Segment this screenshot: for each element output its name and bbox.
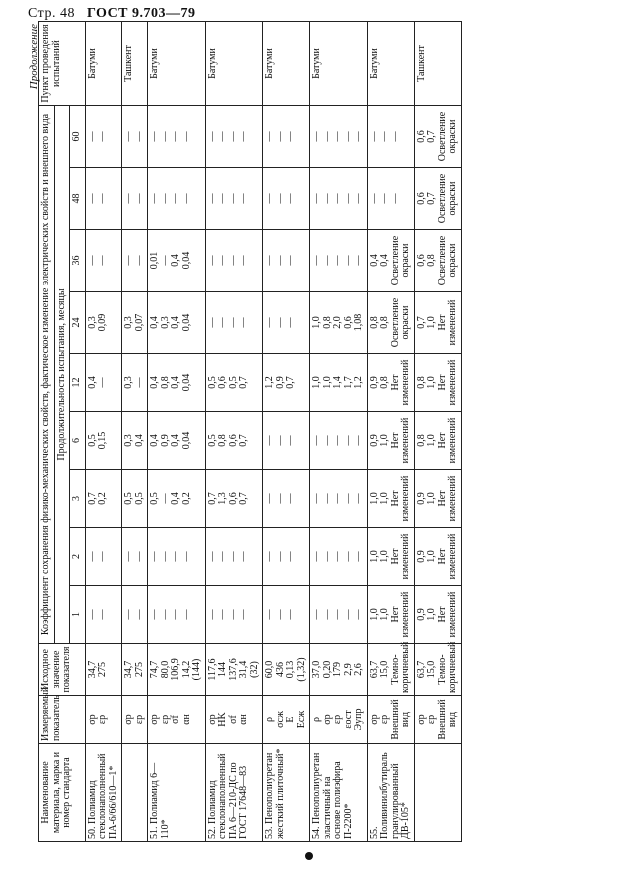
cell-m1: — — — — (148, 586, 206, 644)
cell-place: Ташкент (122, 22, 148, 106)
cell-m60: 0,6 0,7 Осветление окраски (414, 106, 461, 168)
header-month: 2 (70, 528, 86, 586)
header-group: Коэффициент сохранения физико-механических свойств, фактическое изменение электрических свойств и внешнего вида (39, 106, 55, 644)
cell-indicator: ρ σсж E Eсж (263, 696, 310, 744)
cell-indicator: σp εp Внешний вид (414, 696, 461, 744)
cell-m3: — — — (263, 470, 310, 528)
cell-indicator: σp HK σf αн (205, 696, 263, 744)
cell-place: Батуми (263, 22, 310, 106)
cell-m3: 0,5 — 0,4 0,2 (148, 470, 206, 528)
cell-m24: — — — — (205, 292, 263, 354)
cell-m3: 0,7 1,3 0,6 0,7 (205, 470, 263, 528)
cell-m24: — — — (263, 292, 310, 354)
cell-place: Ташкент (414, 22, 461, 106)
page-header (28, 6, 196, 22)
cell-initial: 34,7 275 (122, 644, 148, 696)
cell-indicator: σp εp Внешний вид (367, 696, 414, 744)
cell-m6: — — — (263, 412, 310, 470)
table-row (367, 22, 414, 842)
cell-initial: 37,0 0,20 179 2,9 2,6 (310, 644, 368, 696)
cell-m36: 0,01 — 0,4 0,04 (148, 230, 206, 292)
cell-m48: — — (85, 168, 122, 230)
cell-material: 52. Полиамид стеклонаполненный ПА 6—210-ДС по ГОСТ 17648—83 (205, 744, 263, 842)
cell-m2: — — (85, 528, 122, 586)
cell-material: 50. Полиамид стеклонаполненный ПА-6/66/610—1* (85, 744, 122, 842)
cell-m60: — — — (367, 106, 414, 168)
cell-m2: — — — — (148, 528, 206, 586)
cell-m48: 0,6 0,7 Осветление окраски (414, 168, 461, 230)
table-row (148, 22, 206, 842)
cell-indicator: σp εp (122, 696, 148, 744)
cell-material: 53. Пенополиуретан жесткий плиточный* (263, 744, 310, 842)
cell-m2: 1,0 1,0 Нет изменений (367, 528, 414, 586)
cell-m60: — — (85, 106, 122, 168)
cell-m60: — — (122, 106, 148, 168)
cell-m48: — — — (263, 168, 310, 230)
header-month: 6 (70, 412, 86, 470)
table-row (122, 22, 148, 842)
cell-m24: 1,0 0,8 2,0 0,6 1,08 (310, 292, 368, 354)
cell-m36: — — (85, 230, 122, 292)
cell-m12: 0,4 0,8 0,4 0,04 (148, 354, 206, 412)
cell-m12: 0,3 — (122, 354, 148, 412)
table-row (414, 22, 461, 842)
cell-place: Батуми (367, 22, 414, 106)
cell-initial: 60,0 436 0,13 (1,32) (263, 644, 310, 696)
header-initial: Исходное значение показателя (39, 644, 86, 696)
cell-place: Батуми (85, 22, 122, 106)
cell-m36: — — — — — (310, 230, 368, 292)
header-material: Наименование материала, марка и номер стандарта (39, 744, 86, 842)
cell-initial: 63,7 15,0 Темно-коричневый (414, 644, 461, 696)
cell-m36: — — — — (205, 230, 263, 292)
cell-m60: — — — — (205, 106, 263, 168)
cell-m2: — — — (263, 528, 310, 586)
cell-m36: — — (122, 230, 148, 292)
cell-m6: 0,4 0,9 0,4 0,04 (148, 412, 206, 470)
cell-m6: 0,9 1,0 Нет изменений (367, 412, 414, 470)
data-table (38, 21, 462, 842)
cell-material (122, 744, 148, 842)
cell-m6: — — — — — (310, 412, 368, 470)
cell-m3: 0,9 1,0 Нет изменений (414, 470, 461, 528)
cell-m3: 1,0 1,0 Нет изменений (367, 470, 414, 528)
cell-m48: — — — — (205, 168, 263, 230)
cell-m48: — — (122, 168, 148, 230)
header-month: 36 (70, 230, 86, 292)
cell-m24: 0,7 1,0 Нет изменений (414, 292, 461, 354)
cell-place: Батуми (205, 22, 263, 106)
table-row (85, 22, 122, 842)
cell-m6: 0,3 0,4 (122, 412, 148, 470)
cell-m48: — — — — (148, 168, 206, 230)
cell-m1: — — (85, 586, 122, 644)
cell-indicator: ρ σp εp εост Эупр (310, 696, 368, 744)
page-bullet (305, 852, 313, 860)
cell-material: 51. Полиамид 6—110* (148, 744, 206, 842)
continuation-caption: Продолжение (28, 24, 40, 90)
header-month: 60 (70, 106, 86, 168)
cell-material: 54. Пенополиуретан эластичный на основе полиэфира П-2200* (310, 744, 368, 842)
cell-m1: — — — — (205, 586, 263, 644)
header-month: 12 (70, 354, 86, 412)
cell-m1: — — — (263, 586, 310, 644)
cell-m12: 0,9 0,8 Нет изменений (367, 354, 414, 412)
cell-m3: 0,7 0,2 (85, 470, 122, 528)
cell-m12: 0,8 1,0 Нет изменений (414, 354, 461, 412)
cell-m12: 1,0 1,0 1,4 1,7 1,2 (310, 354, 368, 412)
rotated-table-container (28, 22, 598, 842)
cell-m12: 1,2 0,9 0,7 (263, 354, 310, 412)
page-label: Стр. 48 (28, 6, 75, 21)
header-duration: Продолжительность испытания, месяцы (54, 106, 70, 644)
cell-material: 55. Поливинилбутираль гранулированный ДВ-105* (367, 744, 414, 842)
cell-m1: 1,0 1,0 Нет изменений (367, 586, 414, 644)
cell-m48: — — — (367, 168, 414, 230)
cell-m1: — — (122, 586, 148, 644)
cell-m1: — — — — — (310, 586, 368, 644)
cell-m2: — — — — (205, 528, 263, 586)
cell-m6: 0,8 1,0 Нет изменений (414, 412, 461, 470)
cell-m48: — — — — — (310, 168, 368, 230)
cell-m24: 0,3 0,07 (122, 292, 148, 354)
header-month: 3 (70, 470, 86, 528)
cell-m3: — — — — — (310, 470, 368, 528)
cell-initial: 117,6 144 137,6 31,4 (32) (205, 644, 263, 696)
header-month: 1 (70, 586, 86, 644)
cell-place: Батуми (310, 22, 368, 106)
cell-initial: 74,7 80,0 106,9 14,2 (144) (148, 644, 206, 696)
cell-material (414, 744, 461, 842)
cell-place: Батуми (148, 22, 206, 106)
header-month: 48 (70, 168, 86, 230)
cell-m6: 0,5 0,15 (85, 412, 122, 470)
header-indicator: Измеряемый показатель (39, 696, 86, 744)
cell-initial: 63,7 15,0 Темно-коричневый (367, 644, 414, 696)
cell-m60: — — — — — (310, 106, 368, 168)
table-row (205, 22, 263, 842)
cell-m2: — — (122, 528, 148, 586)
cell-m3: 0,5 0,5 (122, 470, 148, 528)
cell-initial: 34,7 275 (85, 644, 122, 696)
cell-m36: — — — (263, 230, 310, 292)
table-row (310, 22, 368, 842)
cell-m60: — — — — (148, 106, 206, 168)
cell-m12: 0,5 0,6 0,5 0,7 (205, 354, 263, 412)
cell-m1: 0,9 1,0 Нет изменений (414, 586, 461, 644)
cell-m24: 0,4 0,3 0,4 0,04 (148, 292, 206, 354)
cell-indicator: σp εp σf αн (148, 696, 206, 744)
standard-number: ГОСТ 9.703—79 (86, 6, 196, 21)
header-month: 24 (70, 292, 86, 354)
cell-m6: 0,5 0,8 0,6 0,7 (205, 412, 263, 470)
cell-indicator: σp εp (85, 696, 122, 744)
cell-m12: 0,4 — (85, 354, 122, 412)
cell-m2: 0,9 1,0 Нет изменений (414, 528, 461, 586)
cell-m60: — — — (263, 106, 310, 168)
header-place: Пункт проведения испытаний (39, 22, 86, 106)
cell-m2: — — — — — (310, 528, 368, 586)
table-row (263, 22, 310, 842)
cell-m36: 0,6 0,8 Осветление окраски (414, 230, 461, 292)
cell-m24: 0,3 0,09 (85, 292, 122, 354)
cell-m24: 0,8 0,8 Осветление окраски (367, 292, 414, 354)
cell-m36: 0,4 0,4 Осветление окраски (367, 230, 414, 292)
